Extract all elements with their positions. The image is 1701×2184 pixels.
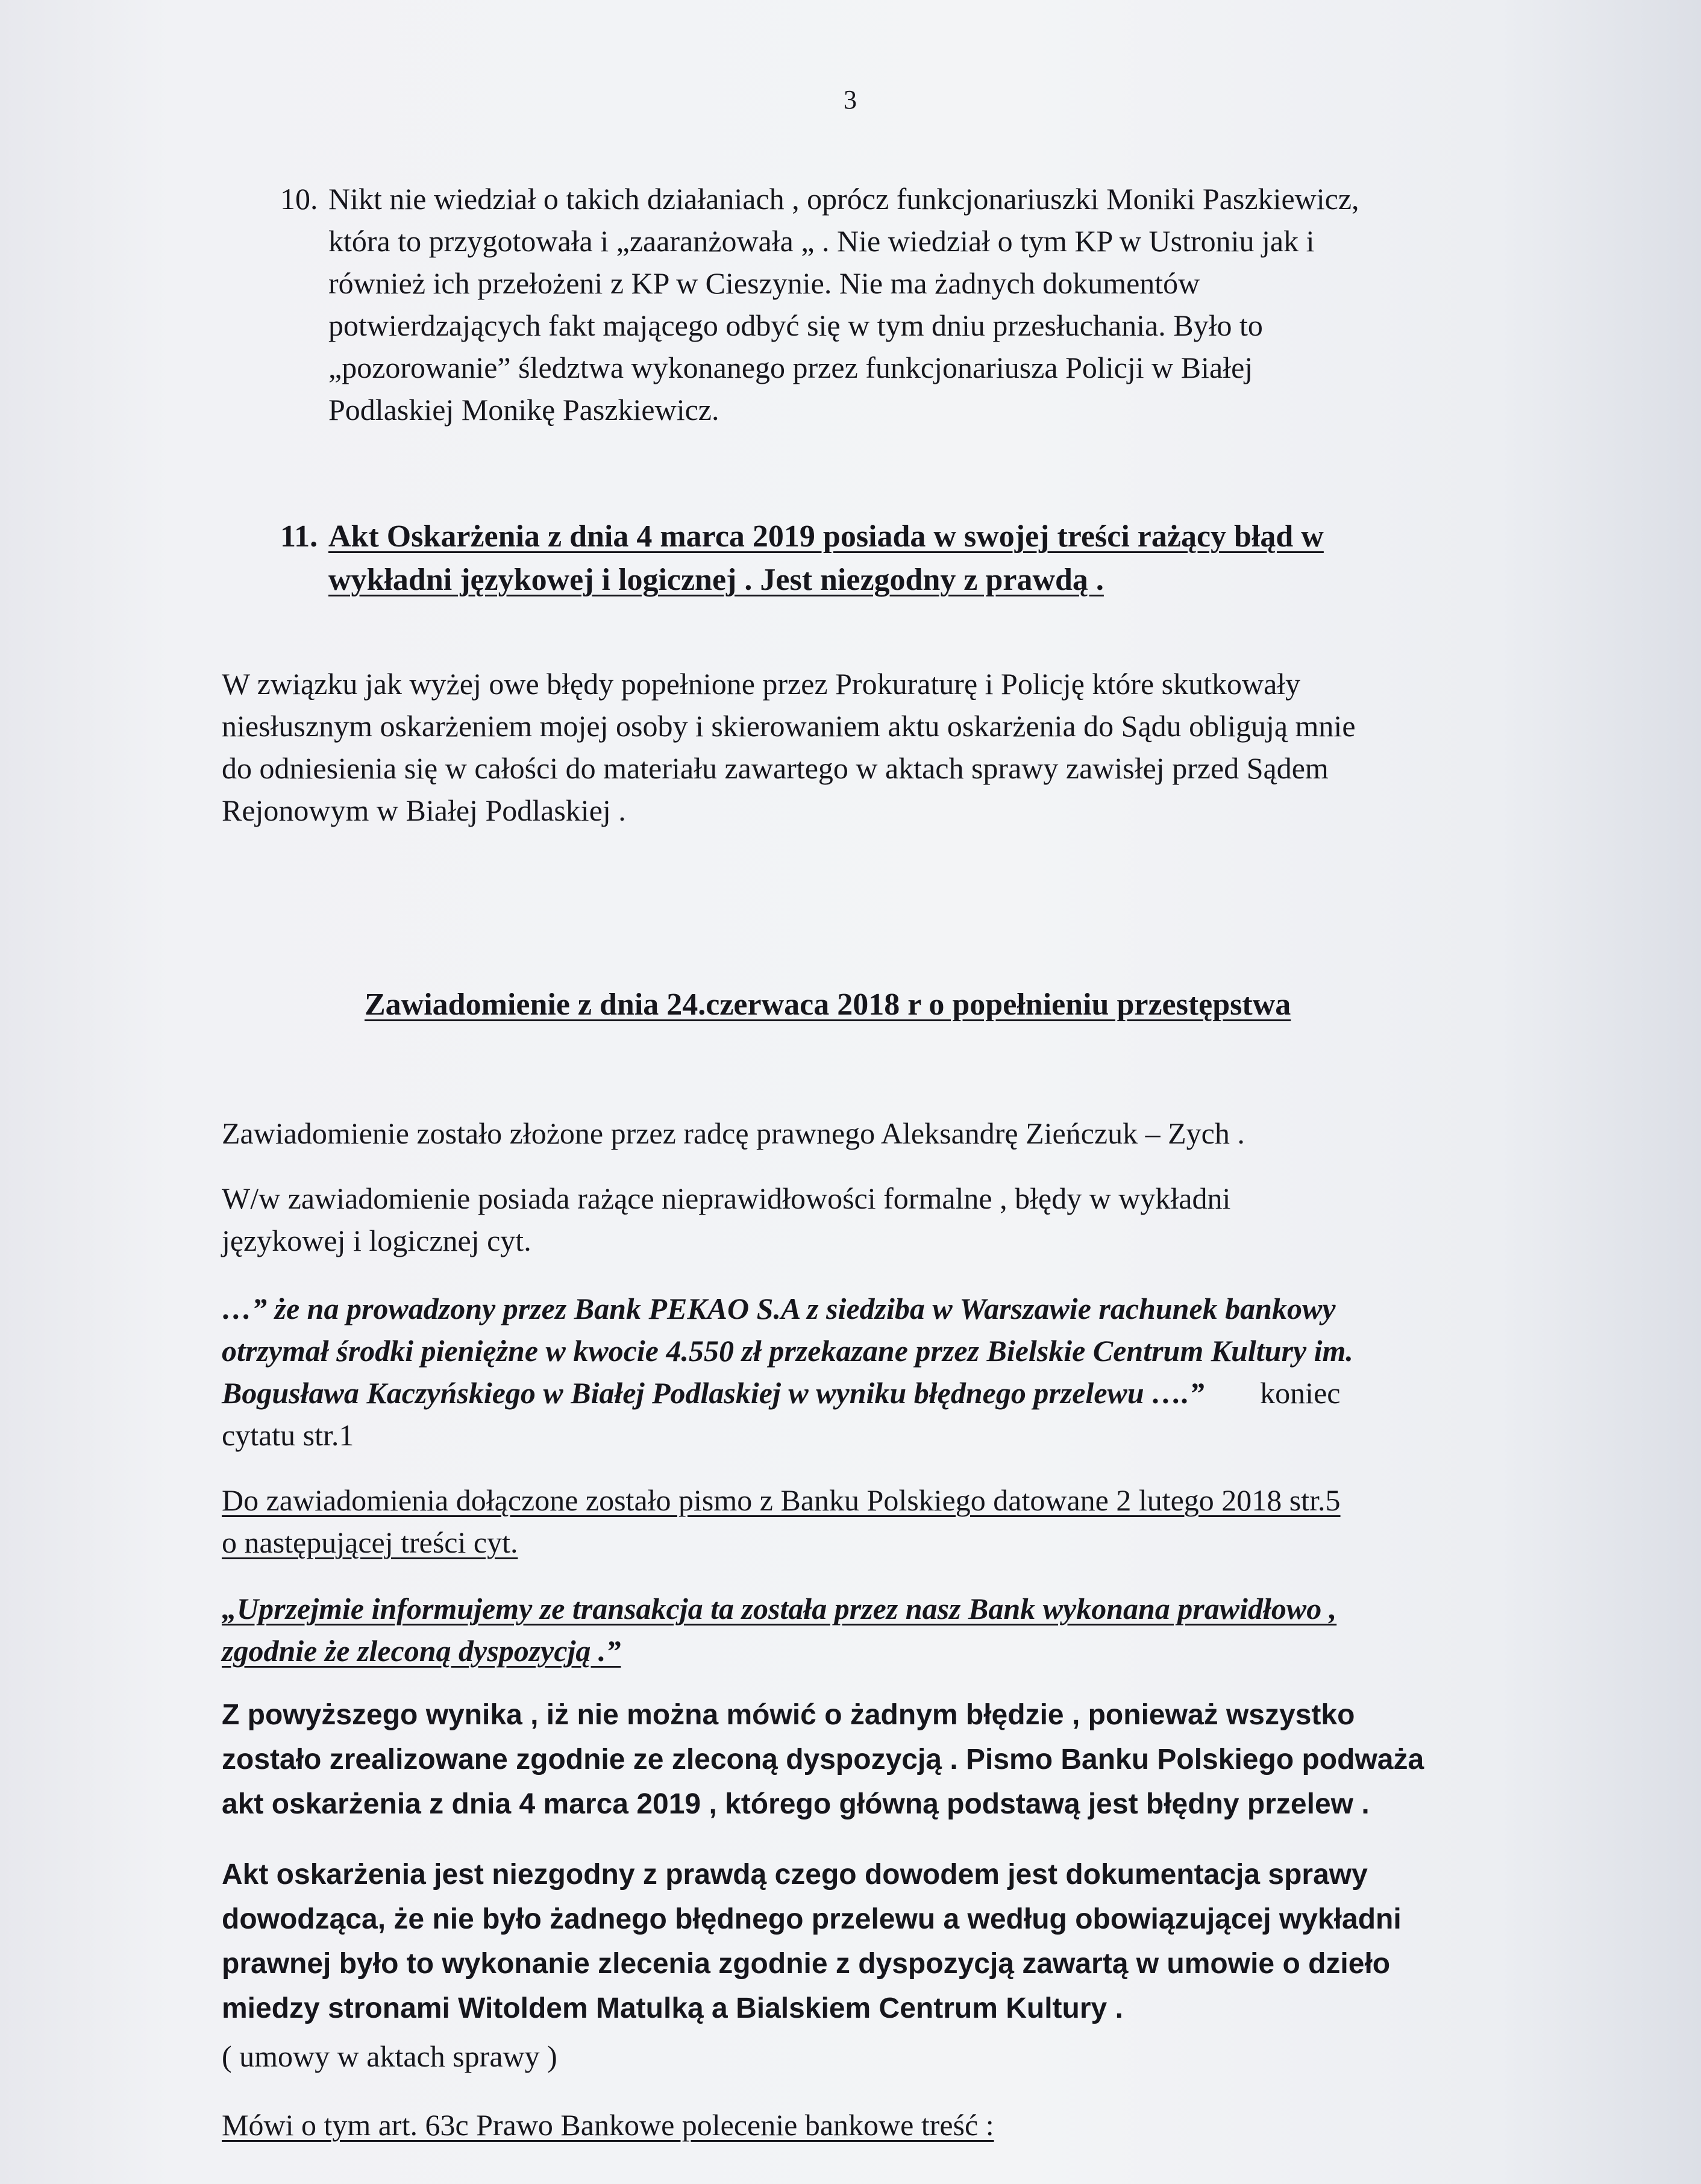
quote-line: …” że na prowadzony przez Bank PEKAO S.A z siedziba w Warszawie rachunek bankowy [222, 1292, 1336, 1325]
paragraph-line: do odniesienia się w całości do materiału zawartego w aktach sprawy zawisłej przed Sądem [222, 751, 1329, 785]
paragraph-line: Do zawiadomienia dołączone zostało pismo z Banku Polskiego datowane 2 lutego 2018 str.5 [222, 1483, 1341, 1517]
quote-tail: koniec [1260, 1376, 1341, 1410]
paragraph-line: Rejonowym w Białej Podlaskiej . [222, 793, 626, 827]
paragraph-line: Akt oskarżenia jest niezgodny z prawdą czego dowodem jest dokumentacja sprawy [222, 1859, 1368, 1891]
paragraph-indictment [222, 1853, 1402, 2031]
item-10-line: „pozorowanie” śledztwa wykonanego przez funkcjonariusza Policji w Białej [328, 351, 1253, 384]
paragraph-irregularities [222, 1177, 1230, 1262]
item-10-number: 10. [280, 182, 318, 216]
item-11 [280, 515, 1324, 602]
paragraph-line: miedzy stronami Witoldem Matulką a Bialskiem Centrum Kultury . [222, 1992, 1123, 2024]
paragraph-line: o następującej treści cyt. [222, 1525, 518, 1559]
paragraph-line: Zawiadomienie zostało złożone przez radcę prawnego Aleksandrę Zieńczuk – Zych . [222, 1116, 1245, 1150]
quote-line: „Uprzejmie informujemy ze transakcja ta została przez nasz Bank wykonana prawidłowo , [222, 1592, 1337, 1625]
paragraph-line: dowodząca, że nie było żadnego błędnego przelewu a według obowiązującej wykładni [222, 1903, 1402, 1935]
item-10-line: również ich przełożeni z KP w Cieszynie. Nie ma żadnych dokumentów [328, 266, 1200, 300]
quote-after: cytatu str.1 [222, 1418, 354, 1452]
paragraph-banking-law [222, 2104, 994, 2146]
paragraph-note [222, 2035, 557, 2077]
paragraph-line: Mówi o tym art. 63c Prawo Bankowe polecenie bankowe treść : [222, 2108, 994, 2142]
quote-line: Bogusława Kaczyńskiego w Białej Podlaskiej w wyniku błędnego przelewu ….” [222, 1376, 1204, 1410]
paragraph-line: W/w zawiadomienie posiada rażące nieprawidłowości formalne , błędy w wykładni [222, 1181, 1231, 1215]
section-heading [365, 983, 1291, 1027]
item-11-line: Akt Oskarżenia z dnia 4 marca 2019 posiada w swojej treści rażący błąd w [328, 519, 1324, 554]
item-11-number: 11. [280, 519, 318, 554]
paragraph-bank-letter [222, 1479, 1341, 1563]
paragraph-line: językowej i logicznej cyt. [222, 1224, 531, 1257]
paragraph-line: akt oskarżenia z dnia 4 marca 2019 , którego główną podstawą jest błędny przelew . [222, 1788, 1370, 1820]
paragraph-line: ( umowy w aktach sprawy ) [222, 2039, 557, 2073]
quote-bank [222, 1588, 1336, 1672]
paragraph-line: zostało zrealizowane zgodnie ze zleconą dyspozycją . Pismo Banku Polskiego podważa [222, 1744, 1424, 1776]
paragraph-consequences [222, 663, 1356, 831]
paragraph-line: Z powyższego wynika , iż nie można mówić o żadnym błędzie , ponieważ wszystko [222, 1699, 1355, 1731]
item-10 [280, 178, 1359, 431]
quote-line: otrzymał środki pieniężne w kwocie 4.550 zł przekazane przez Bielskie Centrum Kultury im. [222, 1334, 1353, 1368]
paragraph-line: niesłusznym oskarżeniem mojej osoby i skierowaniem aktu oskarżenia do Sądu obligują mnie [222, 709, 1356, 743]
item-10-line: Podlaskiej Monikę Paszkiewicz. [328, 393, 719, 427]
page-number: 3 [844, 85, 857, 114]
section-heading-text: Zawiadomienie z dnia 24.czerwaca 2018 r o popełnieniu przestępstwa [365, 987, 1291, 1022]
item-10-line: Nikt nie wiedział o takich działaniach , oprócz funkcjonariuszki Moniki Paszkiewicz, [328, 182, 1359, 216]
paragraph-notification-filed [222, 1112, 1245, 1154]
item-10-line: która to przygotowała i „zaaranżowała „ . Nie wiedział o tym KP w Ustroniu jak i [328, 224, 1315, 258]
paragraph-conclusion [222, 1693, 1424, 1827]
quote-line: zgodnie że zleconą dyspozycją .” [222, 1634, 621, 1668]
paragraph-line: W związku jak wyżej owe błędy popełnione przez Prokuraturę i Policję które skutkowały [222, 667, 1301, 701]
quote-notification [222, 1288, 1353, 1456]
item-10-line: potwierdzających fakt mającego odbyć się w tym dniu przesłuchania. Było to [328, 308, 1263, 342]
paragraph-line: prawnej było to wykonanie zlecenia zgodnie z dyspozycją zawartą w umowie o dzieło [222, 1948, 1391, 1980]
item-11-line: wykładni językowej i logicznej . Jest niezgodny z prawdą . [328, 563, 1104, 597]
